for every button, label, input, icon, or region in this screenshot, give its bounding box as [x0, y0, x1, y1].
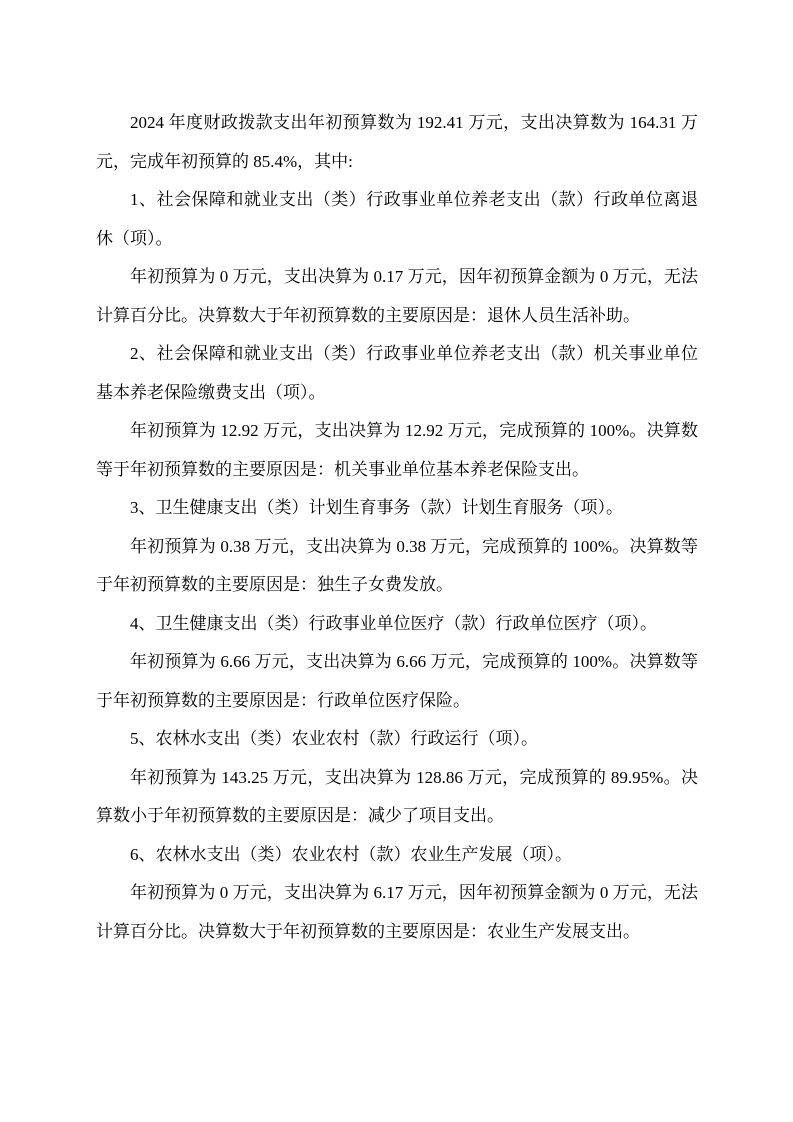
- paragraph-item-5-body: 年初预算为 143.25 万元，支出决算为 128.86 万元，完成预算的 89.95%。决算数小于年初预算数的主要原因是：减少了项目支出。: [96, 767, 698, 825]
- paragraph-item-6-body: 年初预算为 0 万元，支出决算为 6.17 万元，因年初预算金额为 0 万元，无法计算百分比。决算数大于年初预算数的主要原因是：农业生产发展支出。: [96, 883, 698, 941]
- paragraph-item-2-title: 2、社会保障和就业支出（类）行政事业单位养老支出（款）机关事业单位基本养老保险缴费支出（项）。: [96, 344, 698, 402]
- paragraph-item-1-title: 1、社会保障和就业支出（类）行政事业单位养老支出（款）行政单位离退休（项）。: [96, 190, 698, 248]
- paragraph-item-4-title: 4、卫生健康支出（类）行政事业单位医疗（款）行政单位医疗（项）。: [130, 613, 657, 633]
- paragraph-item-6-title: 6、农林水支出（类）农业农村（款）农业生产发展（项）。: [130, 844, 572, 864]
- paragraph-item-3-title: 3、卫生健康支出（类）计划生育事务（款）计划生育服务（项）。: [130, 498, 623, 517]
- paragraph-item-2-body: 年初预算为 12.92 万元，支出决算为 12.92 万元，完成预算的 100%。决算数等于年初预算数的主要原因是：机关事业单位基本养老保险支出。: [96, 421, 698, 479]
- document-body: [96, 104, 698, 951]
- paragraph-summary: 2024 年度财政拨款支出年初预算数为 192.41 万元，支出决算数为 164.31 万元，完成年初预算的 85.4%，其中:: [96, 113, 698, 171]
- paragraph-item-3-body: 年初预算为 0.38 万元，支出决算为 0.38 万元，完成预算的 100%。决算数等于年初预算数的主要原因是：独生子女费发放。: [96, 536, 698, 594]
- paragraph-item-4-body: 年初预算为 6.66 万元，支出决算为 6.66 万元，完成预算的 100%。决算数等于年初预算数的主要原因是：行政单位医疗保险。: [96, 652, 698, 710]
- paragraph-item-1-body: 年初预算为 0 万元，支出决算为 0.17 万元，因年初预算金额为 0 万元，无法计算百分比。决算数大于年初预算数的主要原因是：退休人员生活补助。: [96, 267, 698, 325]
- paragraph-item-5-title: 5、农林水支出（类）农业农村（款）行政运行（项）。: [130, 729, 538, 748]
